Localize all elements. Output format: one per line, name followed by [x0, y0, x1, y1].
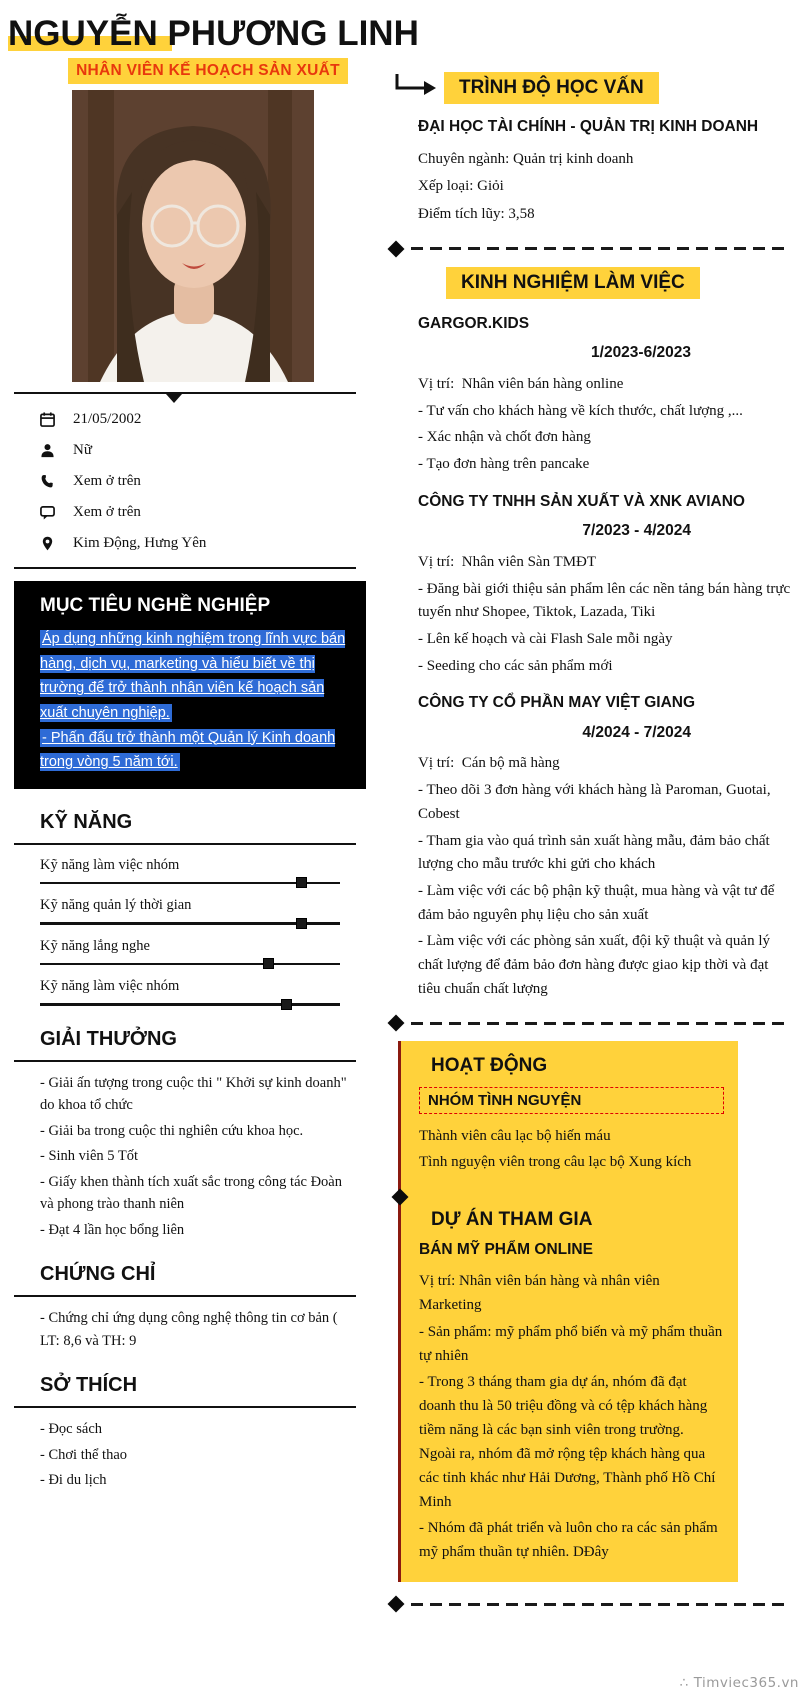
awards-section-title: GIẢI THƯỞNG: [14, 1028, 356, 1062]
triangle-marker: [166, 394, 182, 403]
dashed-line: [411, 247, 791, 250]
certificate-item: - Chứng chỉ ứng dụng công nghệ thông tin cơ bản ( LT: 8,6 và TH: 9: [40, 1310, 338, 1349]
experience-header: [446, 267, 799, 299]
job-period: 1/2023-6/2023: [591, 344, 691, 362]
personal-info: [14, 394, 372, 563]
phone-value: Xem ở trên: [73, 473, 141, 489]
award-item: - Đạt 4 lần học bổng liên: [40, 1221, 185, 1238]
dashed-line: [411, 1603, 791, 1606]
hobbies-section-title: SỞ THÍCH: [14, 1374, 356, 1408]
objective-text: - Phấn đấu trở thành một Quản lý Kinh doanh trong vòng 5 năm tới.: [40, 729, 336, 771]
project-position: Vị trí: Nhân viên bán hàng và nhân viên Marketing: [419, 1273, 664, 1314]
experience-body: [418, 313, 791, 1002]
job-bullet: - Tạo đơn hàng trên pancake: [418, 455, 590, 472]
objective-section: [14, 581, 366, 789]
award-item: - Giải ấn tượng trong cuộc thi " Khởi sự kinh doanh" do khoa tổ chức: [40, 1074, 347, 1114]
content-columns: [0, 56, 811, 1622]
candidate-name: NGUYỄN PHƯƠNG LINH: [8, 14, 419, 53]
company-name: CÔNG TY TNHH SẢN XUẤT VÀ XNK AVIANO: [418, 492, 745, 510]
job-bullet: - Đăng bài giới thiệu sản phẩm lên các nền tảng bán hàng trực tuyến như Shopee, Tiktok, Lazada, Tiki: [418, 580, 791, 621]
section-divider: [390, 1017, 791, 1029]
job-position: Vị trí: Nhân viên Sàn TMĐT: [418, 553, 597, 570]
section-divider: [419, 1189, 724, 1205]
right-column: [372, 56, 811, 1622]
education-detail: Chuyên ngành: Quản trị kinh doanh: [418, 150, 634, 167]
left-column: [0, 56, 372, 1494]
job-entry: [418, 313, 791, 477]
school-name: ĐẠI HỌC TÀI CHÍNH - QUẢN TRỊ KINH DOANH: [418, 118, 759, 135]
skill-item: [40, 897, 372, 925]
project-name: BÁN MỸ PHẨM ONLINE: [419, 1241, 593, 1259]
activity-item: Thành viên câu lạc bộ hiến máu: [419, 1128, 611, 1145]
job-bullet: - Lên kế hoạch và cài Flash Sale mỗi ngày: [418, 630, 673, 647]
job-entry: [418, 692, 791, 1001]
objective-section-title: MỤC TIÊU NGHỀ NGHIỆP: [40, 595, 271, 616]
job-bullet: - Tham gia vào quá trình sản xuất hàng mẫu, đảm bảo chất lượng cho mẫu trước khi gửi cho khách: [418, 832, 770, 873]
job-position: Vị trí: Cán bộ mã hàng: [418, 755, 560, 772]
divider-line: [14, 567, 356, 569]
skill-label: Kỹ năng quản lý thời gian: [40, 897, 192, 914]
birthday-value: 21/05/2002: [73, 411, 142, 427]
skill-slider[interactable]: [40, 963, 340, 966]
skill-slider-handle[interactable]: [281, 999, 292, 1010]
activity-item: Tình nguyện viên trong câu lạc bộ Xung kích: [419, 1153, 692, 1170]
hobby-item: - Chơi thể thao: [40, 1446, 127, 1463]
location-icon: [40, 536, 55, 551]
project-bullet: - Trong 3 tháng tham gia dự án, nhóm đã đạt doanh thu là 50 triệu đồng và có tệp khách hàng tiềm năng là các bạn sinh viên trong trường. Ngoài ra, nhóm đã mở rộng tệp khách hàng qua các tỉnh khác như Hải Dương, Thành phố Hồ Chí Minh: [419, 1374, 716, 1511]
activities-projects-box: [398, 1041, 738, 1582]
personal-info-row: [40, 497, 372, 528]
skill-item: [40, 857, 372, 885]
header: [0, 0, 811, 56]
project-body: [419, 1269, 724, 1564]
skill-label: Kỹ năng lắng nghe: [40, 937, 150, 954]
skill-slider[interactable]: [40, 1003, 340, 1006]
dashed-line: [411, 1022, 791, 1025]
certificates-section-title: CHỨNG CHỈ: [14, 1263, 356, 1297]
job-position: Vị trí: Nhân viên bán hàng online: [418, 375, 624, 392]
skill-item: [40, 938, 372, 966]
message-icon: [40, 505, 55, 520]
certificates-list: [14, 1297, 372, 1352]
skill-item: [40, 978, 372, 1006]
job-bullet: - Theo dõi 3 đơn hàng với khách hàng là Paroman, Guotai, Cobest: [418, 782, 771, 822]
hobby-item: - Đọc sách: [40, 1421, 103, 1438]
award-item: - Giải ba trong cuộc thi nghiên cứu khoa học.: [40, 1122, 304, 1139]
calendar-icon: [40, 412, 55, 427]
section-divider: [390, 1598, 791, 1610]
skill-label: Kỹ năng làm việc nhóm: [40, 978, 180, 995]
project-bullet: - Nhóm đã phát triển và luôn cho ra các sản phẩm mỹ phẩm thuần tự nhiên. DĐây: [419, 1520, 718, 1561]
skills-section: [14, 845, 372, 1006]
objective-text: Áp dụng những kinh nghiệm trong lĩnh vực bán hàng, dịch vụ, marketing và hiểu biết về thị trường để trở thành nhân viên kế hoạch sản xuất chuyên nghiệp.: [40, 631, 346, 721]
person-icon: [40, 443, 55, 458]
job-entry: [418, 491, 791, 679]
skill-slider-handle[interactable]: [296, 918, 307, 929]
projects-section-title: DỰ ÁN THAM GIA: [431, 1209, 593, 1231]
diamond-icon: [388, 1015, 405, 1032]
job-title-badge: NHÂN VIÊN KẾ HOẠCH SẢN XUẤT: [68, 58, 348, 84]
hobby-item: - Đi du lịch: [40, 1472, 107, 1488]
job-bullet: - Xác nhận và chốt đơn hàng: [418, 429, 591, 446]
education-detail: Xếp loại: Giỏi: [418, 178, 504, 195]
project-bullet: - Sản phẩm: mỹ phẩm phổ biến và mỹ phẩm thuần tự nhiên: [419, 1324, 723, 1365]
job-bullet: - Làm việc với các phòng sản xuất, đội kỹ thuật và quản lý chất lượng để đảm bảo đơn hàng được giao kịp thời và đạt tiêu chuẩn chất lượng: [418, 933, 771, 997]
hobbies-list: [14, 1408, 372, 1491]
diamond-icon: [388, 240, 405, 257]
gender-value: Nữ: [73, 442, 92, 458]
awards-list: [14, 1062, 372, 1241]
award-item: - Giấy khen thành tích xuất sắc trong công tác Đoàn và phong trào thanh niên: [40, 1173, 342, 1213]
brand-text: Timviec365.vn: [693, 1675, 799, 1691]
address-value: Kim Động, Hưng Yên: [73, 535, 207, 551]
phone-icon: [40, 474, 55, 489]
education-body: [418, 116, 791, 227]
skill-label: Kỹ năng làm việc nhóm: [40, 856, 180, 873]
personal-info-row: [40, 466, 372, 497]
personal-info-row: [40, 435, 372, 466]
activity-group-badge: NHÓM TÌNH NGUYỆN: [419, 1087, 724, 1114]
job-period: 7/2023 - 4/2024: [582, 522, 691, 540]
arrow-icon: [394, 74, 438, 102]
award-item: - Sinh viên 5 Tốt: [40, 1148, 139, 1165]
email-value: Xem ở trên: [73, 504, 141, 520]
divider-line: [14, 392, 356, 394]
experience-section-title: KINH NGHIỆM LÀM VIỆC: [446, 267, 700, 299]
diamond-icon: [388, 1596, 405, 1613]
job-bullet: - Tư vấn cho khách hàng về kích thước, chất lượng ,...: [418, 402, 743, 419]
skill-slider[interactable]: [40, 922, 340, 925]
job-bullet: - Seeding cho các sản phẩm mới: [418, 657, 613, 674]
diamond-icon: [392, 1189, 409, 1206]
skill-slider[interactable]: [40, 882, 340, 885]
watermark: [680, 1675, 799, 1691]
skill-slider-handle[interactable]: [296, 877, 307, 888]
education-section-title: TRÌNH ĐỘ HỌC VẤN: [444, 72, 659, 104]
company-name: CÔNG TY CỔ PHẦN MAY VIỆT GIANG: [418, 694, 696, 712]
job-bullet: - Làm việc với các bộ phận kỹ thuật, mua hàng và vật tư để đảm bảo nguyên phụ liệu cho sản xuất: [418, 882, 775, 923]
skill-slider-handle[interactable]: [263, 958, 274, 969]
job-period: 4/2024 - 7/2024: [582, 723, 691, 741]
skills-section-title: KỸ NĂNG: [14, 811, 356, 845]
personal-info-row: [40, 404, 372, 435]
job-title-row: [44, 58, 372, 84]
activities-section-title: HOẠT ĐỘNG: [431, 1055, 548, 1077]
education-header: [386, 72, 799, 104]
education-detail: Điểm tích lũy: 3,58: [418, 206, 535, 223]
personal-info-row: [40, 528, 372, 559]
brand-logo-icon: ∴: [679, 1675, 689, 1691]
company-name: GARGOR.KIDS: [418, 314, 530, 332]
profile-photo: [72, 90, 314, 382]
section-divider: [390, 243, 791, 255]
